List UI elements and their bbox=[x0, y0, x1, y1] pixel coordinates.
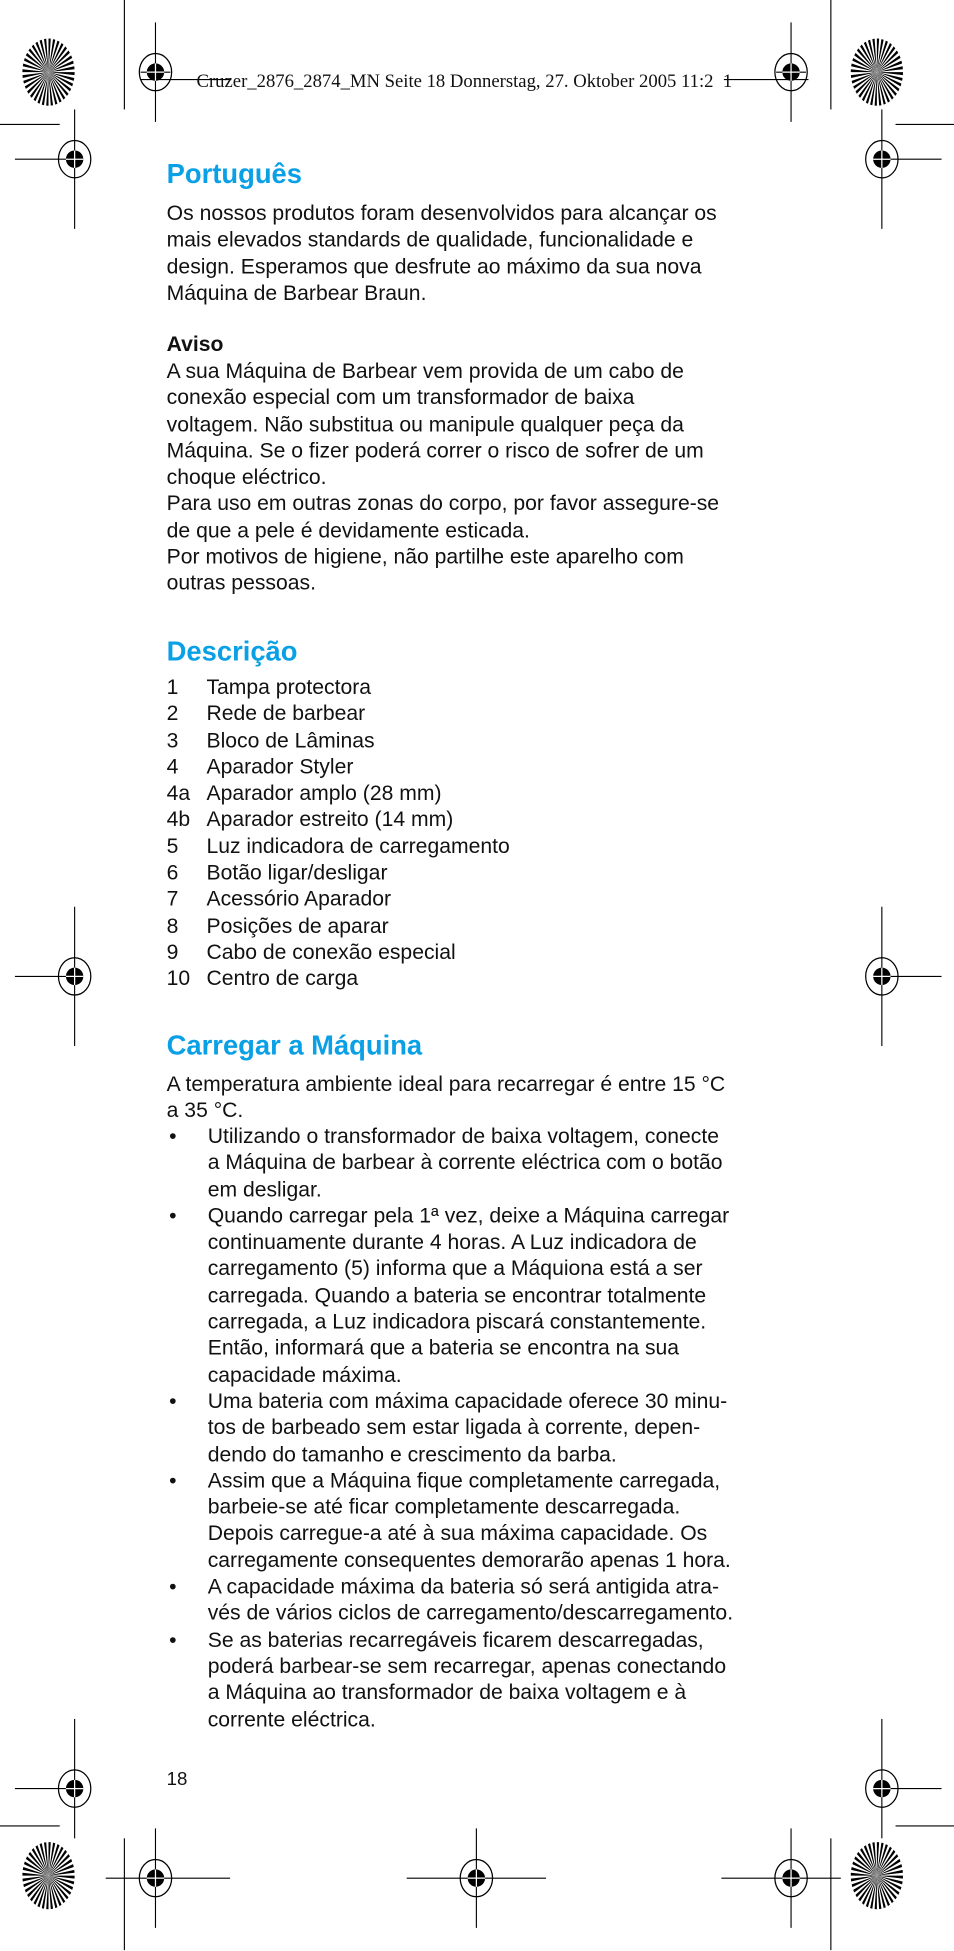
text-line: Máquina. Se o fizer poderá correr o risco de sofrer de um bbox=[166, 438, 704, 463]
section-title-portugues: Português bbox=[166, 157, 302, 190]
bullet-line bbox=[167, 1653, 801, 1679]
list-item bbox=[167, 939, 801, 965]
item-label: Aparador estreito (14 mm) bbox=[206, 807, 454, 832]
section-title-descricao: Descrição bbox=[166, 635, 298, 667]
bullet-line bbox=[167, 1203, 801, 1229]
item-label: Botão ligar/desligar bbox=[206, 860, 388, 885]
bullet-line bbox=[167, 1626, 801, 1652]
text-line: outras pessoas. bbox=[166, 571, 316, 596]
text-line: Os nossos produtos foram desenvolvidos para alcançar os bbox=[166, 201, 717, 226]
bullet-text: carregamento (5) informa que a Máquiona está a ser bbox=[207, 1256, 703, 1281]
crosshair-icon bbox=[15, 907, 91, 1046]
item-label: Aparador amplo (28 mm) bbox=[206, 781, 442, 805]
bullet-text: a Máquina ao transformador de baixa voltagem e à bbox=[207, 1680, 687, 1705]
bullet-text: A capacidade máxima da bateria só será antigida atra- bbox=[207, 1574, 720, 1599]
list-item bbox=[167, 913, 801, 939]
bullet-line bbox=[167, 1282, 801, 1308]
text-line: de que a pele é devidamente esticada. bbox=[166, 518, 530, 543]
crosshair-icon bbox=[866, 1719, 942, 1838]
bullet-indent bbox=[167, 1229, 208, 1255]
bullet-indent bbox=[167, 1494, 208, 1520]
bullet-text: carregamente consequentes demorarão apenas 1 hora. bbox=[207, 1548, 731, 1572]
item-label: Tampa protectora bbox=[206, 675, 372, 700]
list-item bbox=[167, 674, 801, 700]
bullet-text: Utilizando o transformador de baixa voltagem, conecte bbox=[207, 1124, 719, 1149]
crosshair-icon bbox=[139, 22, 171, 122]
bullet-line bbox=[167, 1415, 801, 1441]
charging-bullets bbox=[167, 1123, 801, 1732]
bullet-text: dendo do tamanho e crescimento da barba. bbox=[207, 1442, 617, 1466]
crosshair-icon bbox=[866, 907, 942, 1046]
text-line: mais elevados standards de qualidade, funcionalidade e bbox=[166, 227, 694, 252]
list-item bbox=[167, 780, 801, 806]
bullet-indent bbox=[167, 1547, 208, 1573]
item-label: Aparador Styler bbox=[206, 754, 354, 779]
bullet-line bbox=[167, 1362, 801, 1388]
item-number: 4a bbox=[166, 781, 191, 805]
bullet-text: a Máquina de barbear à corrente eléctrica com o botão bbox=[207, 1150, 723, 1175]
bullet-text: Uma bateria com máxima capacidade oferece 30 minu- bbox=[207, 1389, 728, 1413]
bullet-text: Depois carregue-a até à sua máxima capacidade. Os bbox=[207, 1521, 708, 1546]
bullet-indent bbox=[167, 1653, 208, 1679]
bullet-text: carregada, a Luz indicadora piscará constantemente. bbox=[207, 1309, 707, 1334]
item-label: Luz indicadora de carregamento bbox=[206, 834, 510, 858]
crosshair-icon bbox=[775, 22, 807, 122]
bullet-indent bbox=[167, 1256, 208, 1282]
bullet-indent bbox=[167, 1679, 208, 1705]
bullet-line bbox=[167, 1123, 801, 1149]
item-label: Posições de aparar bbox=[206, 913, 389, 938]
item-label: Cabo de conexão especial bbox=[206, 940, 456, 964]
color-target-icon bbox=[851, 39, 903, 106]
bullet-indent bbox=[167, 1282, 208, 1308]
item-number: 5 bbox=[166, 834, 179, 858]
bullet-line bbox=[167, 1229, 801, 1255]
bullet-line bbox=[167, 1441, 801, 1467]
text-line: Por motivos de higiene, não partilhe este aparelho com bbox=[166, 544, 684, 569]
bullet-indent bbox=[167, 1706, 208, 1732]
item-label: Bloco de Lâminas bbox=[206, 728, 375, 752]
bullet-text: capacidade máxima. bbox=[207, 1362, 402, 1387]
bullet-indent bbox=[167, 1309, 208, 1335]
bullet-line bbox=[167, 1150, 801, 1176]
bullet-line bbox=[167, 1309, 801, 1335]
list-item bbox=[167, 833, 801, 859]
crosshair-icon bbox=[15, 109, 91, 228]
item-label: Rede de barbear bbox=[206, 701, 366, 726]
list-item bbox=[167, 807, 801, 833]
bullet-text: vés de vários ciclos de carregamento/descarregamento. bbox=[207, 1601, 734, 1625]
bullet-text: Se as baterias recarregáveis ficarem descarregadas, bbox=[207, 1627, 704, 1652]
list-item bbox=[167, 727, 801, 753]
bullet-text: Então, informará que a bateria se encontra na sua bbox=[207, 1336, 680, 1360]
item-label: Acessório Aparador bbox=[206, 887, 392, 911]
bullet-indent bbox=[167, 1335, 208, 1361]
item-number: 10 bbox=[166, 966, 191, 991]
warning-paragraph bbox=[167, 358, 801, 596]
bullet-line bbox=[167, 1520, 801, 1546]
bullet-line bbox=[167, 1176, 801, 1202]
crosshair-icon bbox=[15, 1719, 91, 1838]
bullet-line bbox=[167, 1706, 801, 1732]
list-item bbox=[167, 966, 801, 992]
item-number: 9 bbox=[166, 940, 179, 964]
bullet-text: continuamente durante 4 horas. A Luz indicadora de bbox=[207, 1230, 697, 1254]
bullet-icon: • bbox=[169, 1389, 177, 1413]
text-line: conexão especial com um transformador de baixa bbox=[166, 385, 635, 410]
print-header: Cruzer_2876_2874_MN Seite 18 Donnerstag, 27. Oktober 2005 11:2 1 bbox=[196, 72, 733, 93]
bullet-text: Quando carregar pela 1ª vez, deixe a Máquina carregar bbox=[207, 1203, 730, 1228]
bullet-indent bbox=[167, 1176, 208, 1202]
list-item bbox=[167, 754, 801, 780]
bullet-line bbox=[167, 1335, 801, 1361]
crosshair-icon bbox=[721, 1828, 840, 1928]
list-item bbox=[167, 860, 801, 886]
bullet-line bbox=[167, 1468, 801, 1494]
bullet-indent bbox=[167, 1362, 208, 1388]
bullet-line bbox=[167, 1679, 801, 1705]
bullet-icon: • bbox=[169, 1627, 177, 1652]
text-line: Máquina de Barbear Braun. bbox=[166, 280, 427, 305]
text-line: A sua Máquina de Barbear vem provida de um cabo de bbox=[166, 359, 684, 384]
list-item bbox=[167, 886, 801, 912]
section-title-carregar: Carregar a Máquina bbox=[166, 1029, 423, 1061]
item-number: 4b bbox=[166, 807, 191, 832]
bullet-line bbox=[167, 1600, 801, 1626]
text-line: design. Esperamos que desfrute ao máximo da sua nova bbox=[166, 254, 702, 279]
crosshair-icon bbox=[407, 1828, 546, 1928]
bullet-line bbox=[167, 1494, 801, 1520]
text-line: voltagem. Não substitua ou manipule qualquer peça da bbox=[166, 412, 684, 437]
bullet-icon: • bbox=[169, 1124, 177, 1149]
bullet-text: poderá barbear-se sem recarregar, apenas conectando bbox=[207, 1654, 727, 1678]
bullet-text: em desligar. bbox=[207, 1177, 322, 1202]
bullet-text: tos de barbeado sem estar ligada à corrente, depen- bbox=[207, 1415, 701, 1440]
charging-intro bbox=[167, 1071, 801, 1124]
warning-label: Aviso bbox=[166, 332, 224, 356]
parts-list bbox=[167, 674, 801, 992]
text-line: A temperatura ambiente ideal para recarregar é entre 15 °C bbox=[166, 1072, 726, 1096]
bullet-indent bbox=[167, 1441, 208, 1467]
bullet-line bbox=[167, 1256, 801, 1282]
text-line: a 35 °C. bbox=[166, 1098, 244, 1123]
item-number: 6 bbox=[166, 860, 179, 885]
item-number: 7 bbox=[166, 887, 179, 911]
item-number: 4 bbox=[166, 754, 179, 779]
bullet-indent bbox=[167, 1415, 208, 1441]
bullet-line bbox=[167, 1388, 801, 1414]
intro-paragraph bbox=[167, 200, 801, 306]
bullet-text: corrente eléctrica. bbox=[207, 1707, 376, 1731]
item-number: 8 bbox=[166, 913, 179, 938]
color-target-icon bbox=[22, 1842, 74, 1909]
text-line: choque eléctrico. bbox=[166, 465, 327, 490]
bullet-indent bbox=[167, 1150, 208, 1176]
color-target-icon bbox=[851, 1842, 903, 1909]
bullet-indent bbox=[167, 1520, 208, 1546]
bullet-icon: • bbox=[169, 1468, 177, 1493]
bullet-line bbox=[167, 1547, 801, 1573]
item-number: 2 bbox=[166, 701, 179, 726]
text-line: Para uso em outras zonas do corpo, por favor assegure-se bbox=[166, 491, 720, 516]
list-item bbox=[167, 701, 801, 727]
page-number: 18 bbox=[166, 1768, 188, 1790]
bullet-indent bbox=[167, 1600, 208, 1626]
item-label: Centro de carga bbox=[206, 966, 359, 991]
bullet-text: Assim que a Máquina fique completamente carregada, bbox=[207, 1468, 721, 1493]
bullet-icon: • bbox=[169, 1574, 177, 1599]
bullet-line bbox=[167, 1573, 801, 1599]
color-target-icon bbox=[22, 39, 74, 106]
crosshair-icon bbox=[866, 109, 942, 228]
item-number: 3 bbox=[166, 728, 179, 752]
bullet-icon: • bbox=[169, 1203, 177, 1228]
bullet-text: barbeie-se até ficar completamente descarregada. bbox=[207, 1495, 681, 1519]
item-number: 1 bbox=[166, 675, 179, 700]
bullet-text: carregada. Quando a bateria se encontrar totalmente bbox=[207, 1283, 707, 1307]
